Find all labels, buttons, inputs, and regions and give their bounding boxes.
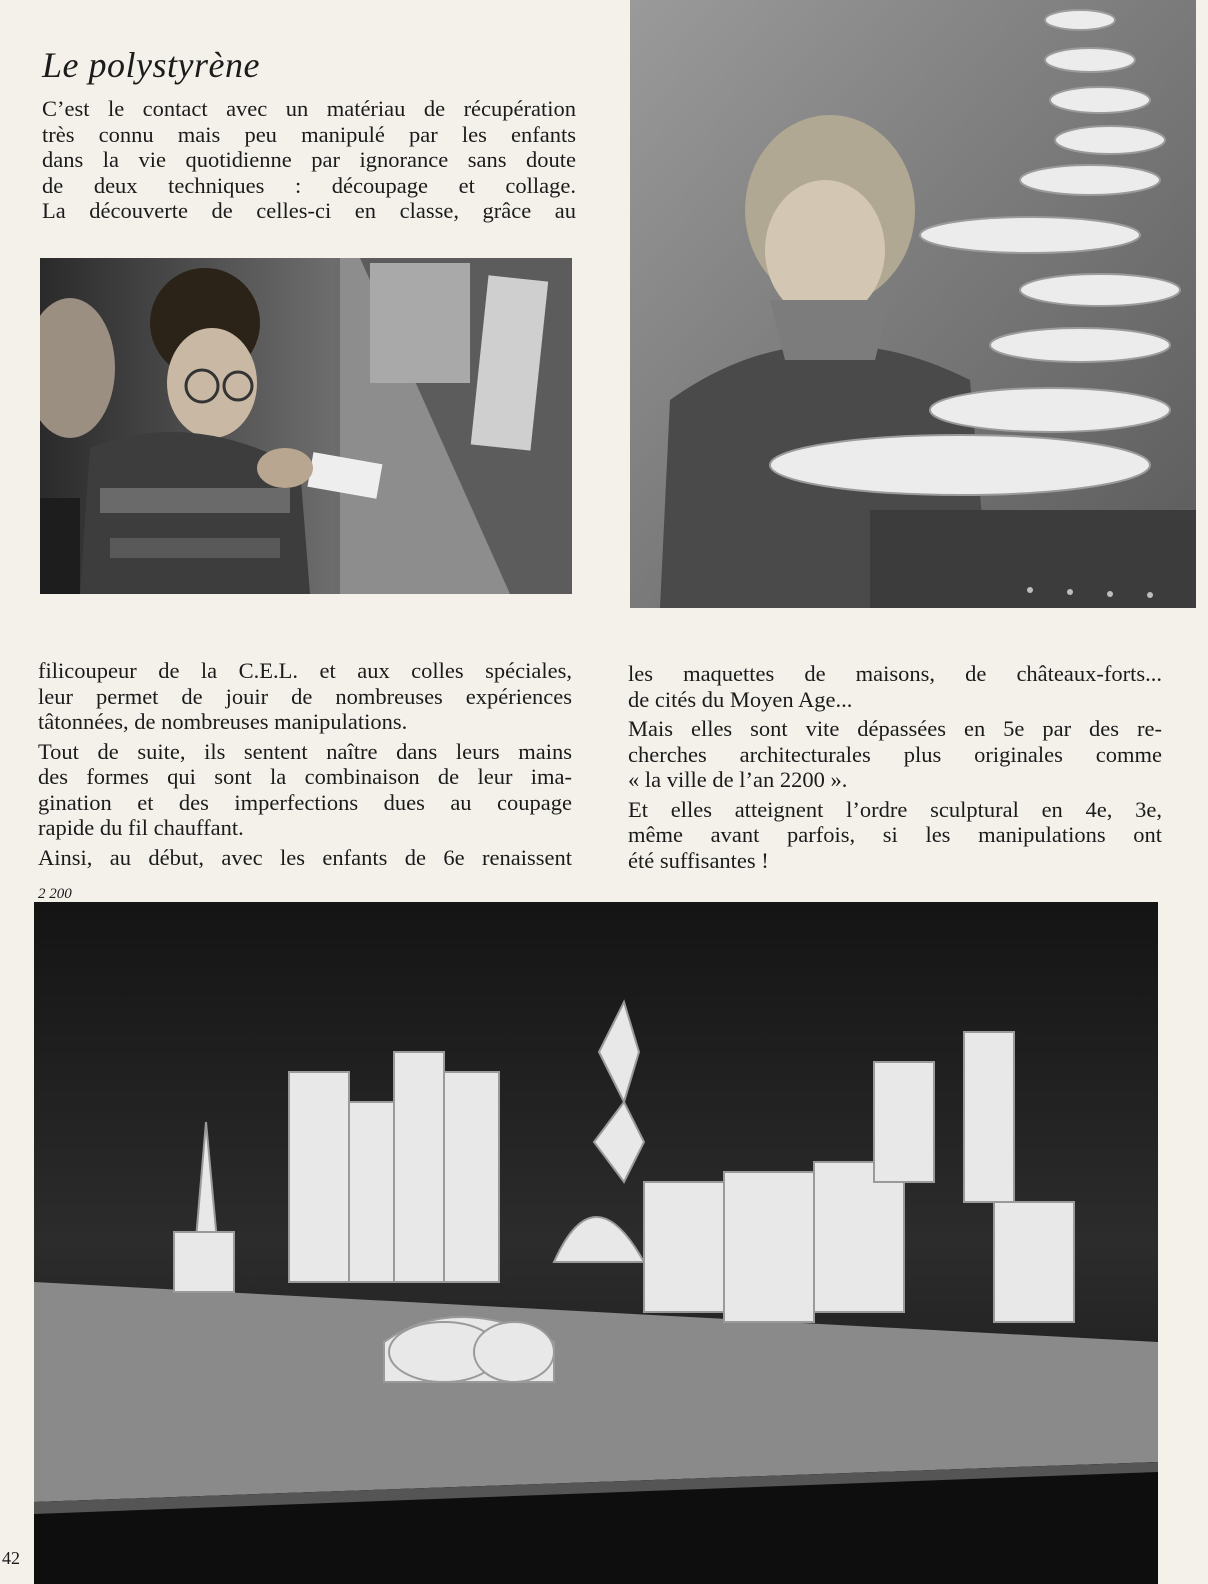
right-paragraph-3 [628, 797, 1162, 874]
intro-paragraph [42, 96, 576, 224]
photo-boy-sculpture [630, 0, 1196, 608]
text-line: Ainsi, au début, avec les enfants de 6e renaissent [38, 844, 572, 870]
text-line: Mais elles sont vite dépassées en 5e par des re- [628, 716, 1162, 741]
text-line: très connu mais peu manipulé par les enfants [42, 121, 576, 147]
text-line: La découverte de celles-ci en classe, grâce au [42, 198, 576, 223]
right-paragraph-1 [628, 661, 1162, 712]
photo-child-cutting-image [40, 258, 572, 594]
text-line: même avant parfois, si les manipulations ont [628, 822, 1162, 847]
right-column [628, 661, 1162, 873]
text-line: les maquettes de maisons, de châteaux-forts... [628, 661, 1162, 686]
text-line: été suffisantes ! [628, 847, 769, 873]
photo-city-model [34, 902, 1158, 1584]
text-line: leur permet de jouir de nombreuses expériences [38, 683, 572, 709]
text-line: dans la vie quotidienne par ignorance sans doute [42, 147, 576, 172]
photo-boy-sculpture-image [630, 0, 1196, 608]
text-line: C’est le contact avec un matériau de récupération [42, 96, 576, 121]
text-line: des formes qui sont la combinaison de leur ima- [38, 764, 572, 789]
text-line: de deux techniques : découpage et collage. [42, 172, 576, 198]
text-line: cherches architecturales plus originales comme [628, 741, 1162, 767]
left-paragraph-3 [38, 845, 572, 871]
text-line: gination et des imperfections dues au coupage [38, 789, 572, 815]
text-line: rapide du fil chauffant. [38, 815, 244, 840]
photo-child-cutting [40, 258, 572, 594]
text-line: de cités du Moyen Age... [628, 686, 853, 712]
article-title: Le polystyrène [42, 45, 260, 85]
caption-number: 2 200 [38, 886, 72, 902]
text-line: « la ville de l’an 2200 ». [628, 767, 848, 792]
text-line: Tout de suite, ils sentent naître dans leurs mains [38, 738, 572, 764]
photo-city-model-image [34, 902, 1158, 1584]
left-column [38, 658, 572, 870]
page-number: 42 [2, 1548, 20, 1568]
text-line: filicoupeur de la C.E.L. et aux colles spéciales, [38, 658, 572, 683]
text-line: tâtonnées, de nombreuses manipulations. [38, 709, 408, 734]
text-line: Et elles atteignent l’ordre sculptural en 4e, 3e, [628, 796, 1162, 822]
left-paragraph-2 [38, 739, 572, 841]
left-paragraph-1 [38, 658, 572, 735]
right-paragraph-2 [628, 716, 1162, 793]
